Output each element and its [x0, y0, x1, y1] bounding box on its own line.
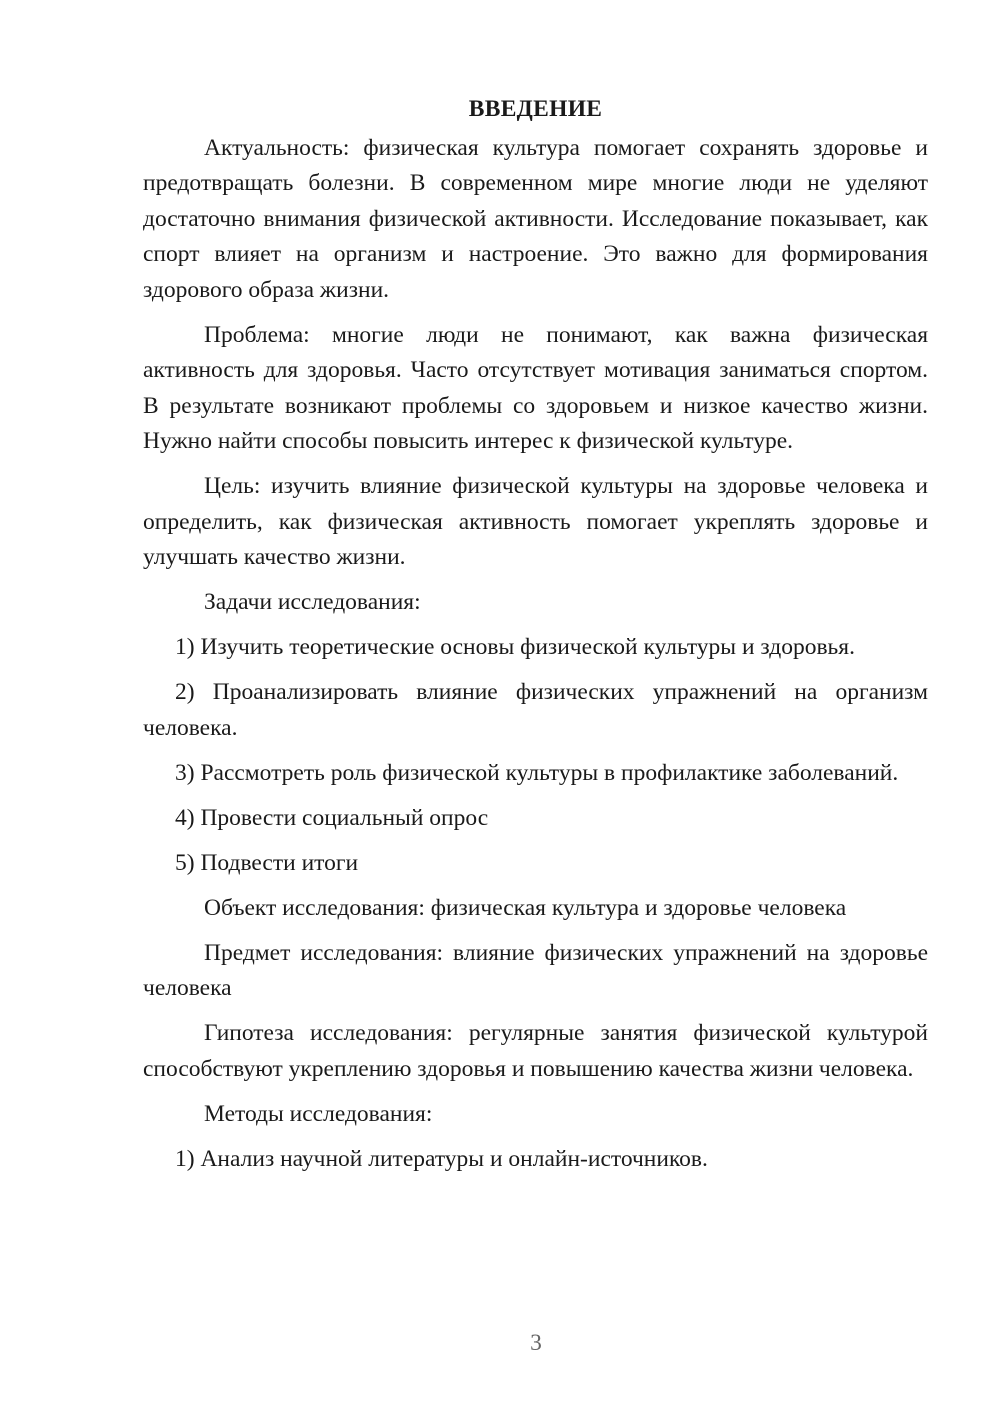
section-title: ВВЕДЕНИЕ	[468, 96, 603, 122]
problem-paragraph: Проблема: многие люди не понимают, как важна физическая активность для здоровья. Часто отсутствует мотивация заниматься спортом. В результате возникают проблемы со здоровьем и низкое качество жизни. Нужно найти способы повысить интерес к физической культуре.	[143, 321, 928, 454]
goal-paragraph: Цель: изучить влияние физической культуры на здоровье человека и определить, как физическая активность помогает укреплять здоровье и улучшать качество жизни.	[143, 473, 928, 570]
object-paragraph: Объект исследования: физическая культура и здоровье человека	[204, 894, 847, 921]
tasks-heading: Задачи исследования:	[204, 589, 421, 615]
list-item: 5) Подвести итоги	[175, 849, 359, 876]
relevance-paragraph: Актуальность: физическая культура помогает сохранять здоровье и предотвращать болезни. В современном мире многие люди не уделяют достаточно внимания физической активности. Исследование показывает, как спорт влияет на организм и настроение. Это важно для формирования здорового образа жизни.	[143, 134, 928, 303]
tasks-list	[143, 630, 928, 881]
list-item: 1) Изучить теоретические основы физической культуры и здоровья.	[175, 634, 855, 660]
hypothesis-paragraph: Гипотеза исследования: регулярные занятия физической культурой способствуют укреплению здоровья и повышению качества жизни человека.	[143, 1020, 928, 1082]
methods-heading: Методы исследования:	[204, 1100, 433, 1127]
methods-list	[143, 1142, 928, 1178]
list-item: 2) Проанализировать влияние физических упражнений на организм человека.	[143, 679, 928, 741]
list-item: 3) Рассмотреть роль физической культуры в профилактике заболеваний.	[175, 759, 899, 786]
list-item: 1) Анализ научной литературы и онлайн-источников.	[175, 1145, 708, 1172]
page-number: 3	[530, 1330, 542, 1356]
list-item: 4) Провести социальный опрос	[175, 804, 489, 831]
subject-paragraph: Предмет исследования: влияние физических упражнений на здоровье человека	[143, 939, 928, 1001]
document-body	[143, 92, 928, 1187]
